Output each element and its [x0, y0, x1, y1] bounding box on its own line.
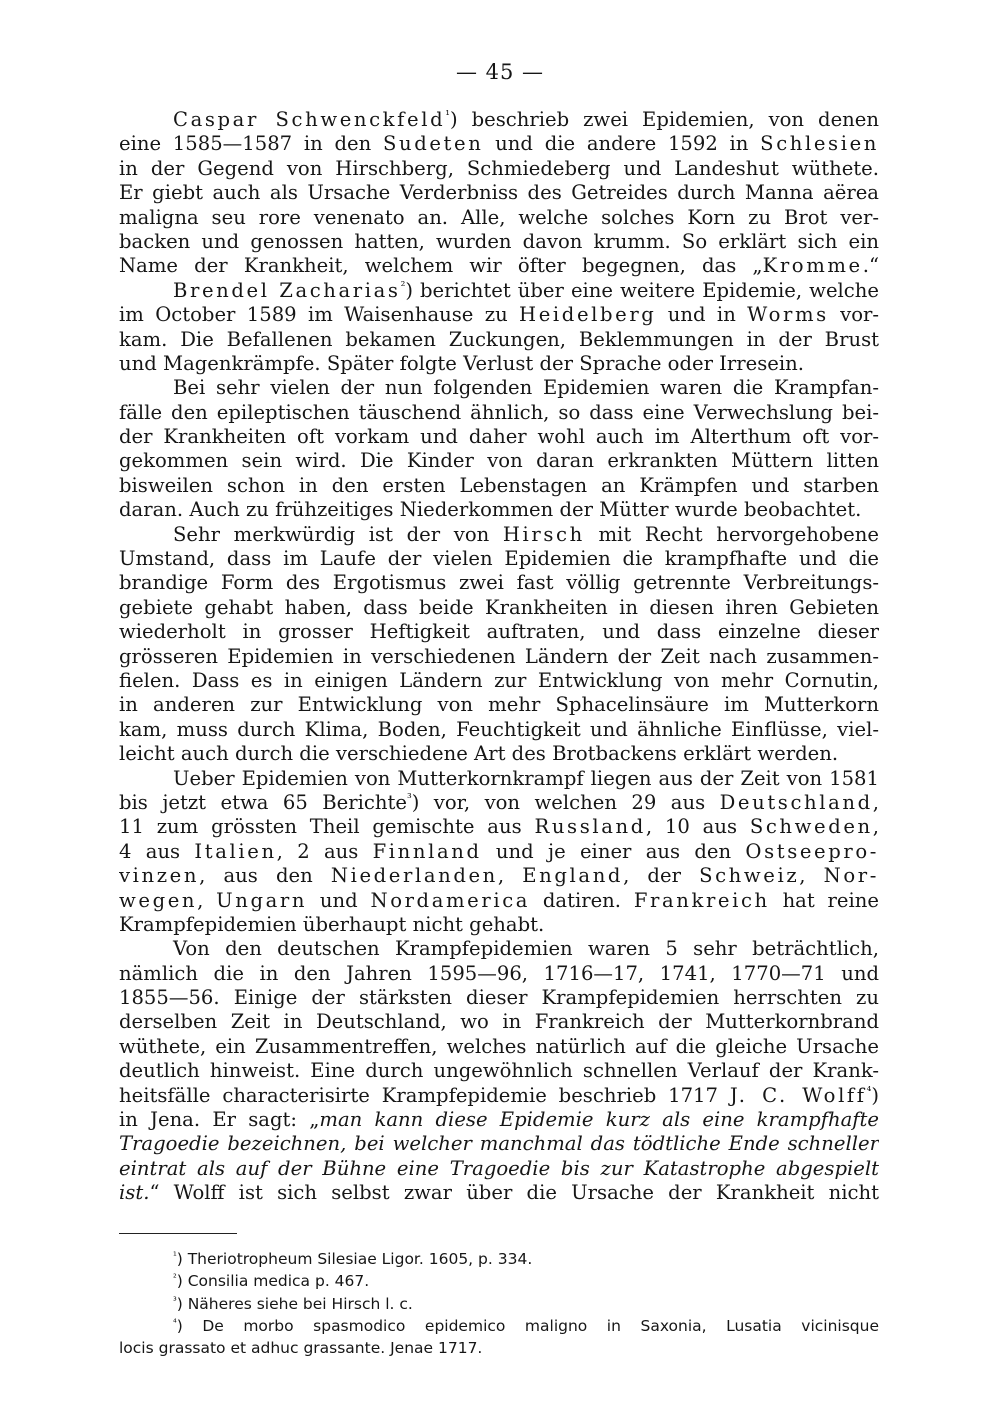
text-line: [119, 986, 879, 1010]
text-line: [119, 889, 879, 913]
footnote-number: ²: [173, 1272, 177, 1284]
footnote: [119, 1248, 879, 1270]
spaced-name: England: [522, 864, 624, 888]
text-line: [119, 815, 879, 839]
text-line: [119, 206, 879, 230]
footnote-text: locis grassato et adhuc grassante. Jenae 1717.: [119, 1339, 483, 1358]
text-run: eine 1585—1587 in den: [119, 132, 383, 156]
spaced-name: Schlesien: [760, 132, 879, 156]
spaced-name: Deutschland: [719, 790, 873, 814]
text-run: gekommen sein wird. Die Kinder von daran erkrankten Müttern litten: [119, 449, 879, 473]
spaced-name: wegen: [119, 888, 198, 912]
text-run: mit Recht hervorgehobene: [584, 522, 879, 546]
text-run: fälle den epileptischen täuschend ähnlich, so dass eine Verwechslung bei-: [119, 400, 879, 424]
text-line: [119, 767, 879, 791]
text-run: hat reine: [769, 888, 879, 912]
text-line: [119, 913, 879, 937]
text-run: backen und genossen hatten, wurden davon krumm. So erklärt sich ein: [119, 229, 879, 253]
italic-quote: ist.: [119, 1181, 150, 1205]
text-line: [119, 303, 879, 327]
text-run: wüthete, ein Zusammentreffen, welches natürlich auf die gleiche Ursache: [119, 1034, 879, 1058]
text-run: Umstand, dass im Laufe der vielen Epidemien die krampfhafte und die: [119, 547, 879, 571]
text-run: Von den deutschen Krampfepidemien waren 5 sehr beträchtlich,: [173, 937, 879, 961]
footnote-text: ) Theriotropheum Silesiae Ligor. 1605, p. 334.: [176, 1250, 533, 1268]
text-run: grösseren Epidemien in verschiedenen Ländern der Zeit nach zusammen-: [119, 644, 879, 668]
text-run: leicht auch durch die verschiedene Art des Brotbackens erklärt werden.: [119, 742, 839, 766]
text-run: ) vor, von welchen 29 aus: [411, 790, 720, 814]
text-run: und die andere 1592 in: [483, 132, 761, 156]
text-run: , 10 aus: [645, 815, 750, 839]
text-run: brandige Form des Ergotismus zwei fast völlig getrennte Verbreitungs-: [119, 571, 879, 595]
spaced-name: J. C. Wolff: [729, 1083, 867, 1107]
text-line: [119, 571, 879, 595]
text-run: 11 zum grössten Theil gemischte aus: [119, 815, 535, 839]
text-run: Bei sehr vielen der nun folgenden Epidemien waren die Krampfan-: [173, 376, 879, 400]
text-line: [119, 132, 879, 156]
text-line: [119, 791, 879, 815]
italic-quote: Tragoedie bezeichnen, bei welcher manchmal das tödtliche Ende schneller: [119, 1132, 879, 1156]
text-line: [119, 230, 879, 254]
spaced-name: Italien: [194, 839, 277, 863]
text-run: in Jena. Er sagt: „: [119, 1108, 320, 1132]
text-line: [119, 328, 879, 352]
text-line: [119, 1132, 879, 1156]
footnotes: [119, 1248, 879, 1359]
footnote-marker: ³: [406, 790, 412, 805]
spaced-name: Hirsch: [502, 522, 585, 546]
text-run: deutlich hinweist. Eine durch ungewöhnlich schnellen Verlauf der Krank-: [119, 1059, 879, 1083]
text-line: [119, 937, 879, 961]
text-run: wiederholt in grosser Heftigkeit auftraten, und dass einzelne dieser: [119, 620, 879, 644]
text-run: derselben Zeit in Deutschland, wo in Frankreich der Mutterkornbrand: [119, 1010, 879, 1034]
text-line: [119, 742, 879, 766]
text-run: Krampfepidemien überhaupt nicht gehabt.: [119, 912, 545, 936]
spaced-name: Ostseepro-: [745, 839, 879, 863]
text-run: gebiete gehabt haben, dass beide Krankheiten in diesen ihren Gebieten: [119, 595, 879, 619]
text-run: , aus den: [199, 864, 331, 888]
footnote-number: ³: [173, 1295, 177, 1307]
text-run: ): [871, 1083, 879, 1107]
text-run: , 2 aus: [276, 839, 373, 863]
footnote-text: ) De morbo spasmodico epidemico maligno in Saxonia, Lusatia vicinisque: [176, 1316, 879, 1335]
text-run: und in: [656, 303, 748, 327]
text-run: “ Wolff ist sich selbst zwar über die Ursache der Krankheit nicht: [149, 1181, 879, 1205]
text-run: kam. Die Befallenen bekamen Zuckungen, Beklemmungen in der Brust: [119, 327, 879, 351]
text-run: und Magenkrämpfe. Später folgte Verlust der Sprache oder Irresein.: [119, 351, 805, 375]
spaced-name: vinzen: [119, 864, 200, 888]
text-line: [119, 425, 879, 449]
text-run: in der Gegend von Hirschberg, Schmiedeberg und Landeshut wüthete.: [119, 156, 879, 180]
text-run: Name der Krankheit, welchem wir öfter begegnen, das „: [119, 254, 763, 278]
footnote-divider: [119, 1233, 237, 1234]
footnote-marker: ¹: [445, 108, 450, 122]
spaced-name: Ungarn: [216, 888, 308, 912]
footnote-text: ) Consilia medica p. 467.: [176, 1272, 370, 1291]
text-line: [119, 645, 879, 669]
text-line: [119, 1035, 879, 1059]
text-line: [119, 1157, 879, 1181]
text-line: [119, 1010, 879, 1034]
text-run: Er giebt auch als Ursache Verderbniss des Getreides durch Manna aërea: [119, 181, 879, 205]
text-line: [119, 620, 879, 644]
text-run: ,: [799, 864, 824, 888]
footnote: [119, 1293, 879, 1315]
text-line: [119, 1108, 879, 1132]
text-line: [119, 718, 879, 742]
text-line: [119, 840, 879, 864]
text-run: bisweilen schon in den ersten Lebenstagen an Krämpfen und starben: [119, 473, 879, 497]
footnote: [119, 1270, 879, 1292]
spaced-name: Schweiz: [699, 864, 800, 888]
spaced-name: Worms: [747, 303, 829, 327]
text-line: [119, 474, 879, 498]
text-run: ,: [872, 790, 879, 814]
text-run: und je einer aus den: [481, 839, 746, 863]
text-line: [119, 157, 879, 181]
text-run: 4 aus: [119, 839, 195, 863]
text-run: ) berichtet über eine weitere Epidemie, welche: [405, 278, 879, 302]
text-run: daran. Auch zu frühzeitiges Niederkommen der Mütter wurde beobachtet.: [119, 498, 862, 522]
spaced-name: Finnland: [372, 839, 482, 863]
spaced-name: Niederlanden: [330, 864, 498, 888]
body-text: [119, 108, 879, 1206]
text-line: [119, 523, 879, 547]
text-line: [119, 1181, 879, 1205]
spaced-name: Nordamerica: [370, 888, 531, 912]
text-line: [119, 376, 879, 400]
spaced-name: Nor-: [823, 864, 879, 888]
footnote: [119, 1315, 879, 1337]
text-line: [119, 352, 879, 376]
text-run: bis jetzt etwa 65 Berichte: [119, 790, 407, 814]
text-run: Ueber Epidemien von Mutterkornkrampf liegen aus der Zeit von 1581: [173, 766, 879, 790]
italic-quote: eintrat als auf der Bühne eine Tragoedie bis zur Katastrophe abgespielt: [119, 1156, 879, 1180]
text-line: [119, 498, 879, 522]
spaced-name: Sudeten: [382, 132, 484, 156]
page-number: — 45 —: [455, 60, 545, 84]
text-line: [119, 279, 879, 303]
text-run: .“: [862, 254, 879, 278]
footnote: [119, 1337, 879, 1359]
text-line: [119, 1084, 879, 1108]
text-line: [119, 254, 879, 278]
italic-quote: man kann diese Epidemie kurz als eine krampfhafte: [319, 1108, 879, 1132]
footnote-marker: ²: [400, 278, 406, 293]
text-run: vor-: [828, 303, 879, 327]
text-line: [119, 864, 879, 888]
footnote-number: ⁴: [173, 1317, 177, 1329]
spaced-name: Russland: [534, 815, 646, 839]
text-line: [119, 401, 879, 425]
text-run: ,: [197, 888, 217, 912]
text-run: im October 1589 im Waisenhause zu: [119, 303, 520, 327]
text-line: [119, 669, 879, 693]
text-line: [119, 449, 879, 473]
text-line: [119, 108, 879, 132]
text-line: [119, 596, 879, 620]
text-run: ,: [872, 815, 879, 839]
text-run: ) beschrieb zwei Epidemien, von denen: [449, 108, 879, 131]
text-run: Sehr merkwürdig ist der von: [173, 522, 503, 546]
text-run: in anderen zur Entwicklung von mehr Sphacelinsäure im Mutterkorn: [119, 693, 879, 717]
footnote-text: ) Näheres siehe bei Hirsch l. c.: [176, 1294, 413, 1313]
spaced-name: Brendel Zacharias: [173, 278, 401, 302]
text-line: [119, 962, 879, 986]
text-run: kam, muss durch Klima, Boden, Feuchtigkeit und ähnliche Einflüsse, viel-: [119, 717, 879, 741]
spaced-name: Frankreich: [633, 888, 770, 912]
text-line: [119, 693, 879, 717]
text-run: datiren.: [530, 888, 634, 912]
text-run: der Krankheiten oft vorkam und daher wohl auch im Alterthum oft vor-: [119, 425, 879, 449]
spaced-name: Caspar Schwenckfeld: [173, 108, 446, 131]
text-run: 1855—56. Einige der stärksten dieser Krampfepidemien herrschten zu: [119, 986, 879, 1010]
footnote-number: ¹: [173, 1250, 177, 1262]
text-line: [119, 181, 879, 205]
spaced-name: Heidelberg: [519, 303, 657, 327]
text-run: heitsfälle characterisirte Krampfepidemie beschrieb 1717: [119, 1083, 730, 1107]
spaced-name: Kromme: [762, 254, 863, 278]
footnote-marker: ⁴: [866, 1083, 872, 1098]
text-run: maligna seu rore venenato an. Alle, welche solches Korn zu Brot ver-: [119, 205, 879, 229]
text-run: und: [307, 888, 371, 912]
text-line: [119, 1059, 879, 1083]
text-line: [119, 547, 879, 571]
text-run: fielen. Dass es in einigen Ländern zur Entwicklung von mehr Cornutin,: [119, 668, 879, 692]
text-run: nämlich die in den Jahren 1595—96, 1716—17, 1741, 1770—71 und: [119, 961, 879, 985]
text-run: ,: [497, 864, 523, 888]
spaced-name: Schweden: [749, 815, 873, 839]
text-run: , der: [623, 864, 700, 888]
